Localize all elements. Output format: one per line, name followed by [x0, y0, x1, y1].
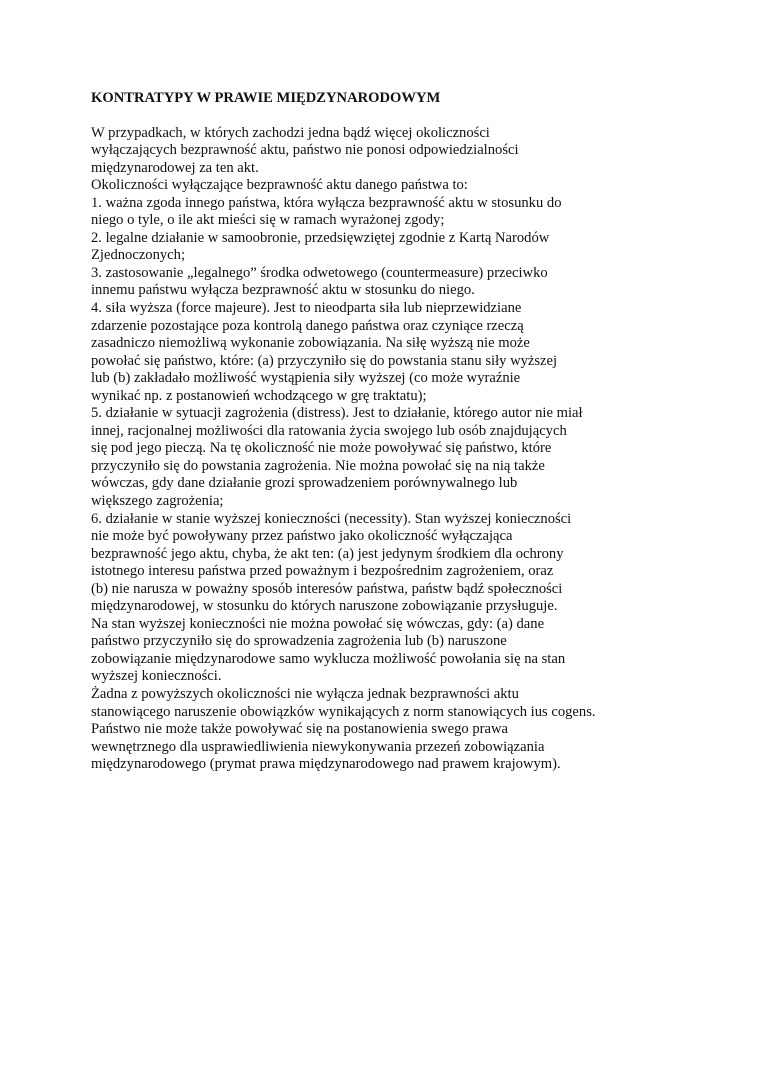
text-line: państwo przyczyniło się do sprowadzenia zagrożenia lub (b) naruszone	[91, 633, 507, 650]
text-line: międzynarodowego (prymat prawa międzynarodowego nad prawem krajowym).	[91, 756, 561, 773]
text-line: Państwo nie może także powoływać się na postanowienia swego prawa	[91, 721, 509, 738]
text-line: 6. działanie w stanie wyższej konieczności (necessity). Stan wyższej konieczności	[91, 510, 572, 527]
text-line: wówczas, gdy dane działanie grozi sprowadzeniem porównywalnego lub	[91, 475, 518, 492]
text-line: Zjednoczonych;	[91, 247, 186, 264]
text-line: Na stan wyższej konieczności nie można powołać się wówczas, gdy: (a) dane	[91, 615, 545, 632]
text-line: powołać się państwo, które: (a) przyczyniło się do powstania stanu siły wyższej	[91, 352, 558, 369]
text-line: niego o tyle, o ile akt mieści się w ramach wyrażonej zgody;	[91, 212, 445, 229]
text-line: przyczyniło się do powstania zagrożenia. Nie można powołać się na nią także	[91, 457, 545, 474]
text-line: zdarzenie pozostające poza kontrolą danego państwa oraz czyniące rzeczą	[91, 317, 524, 334]
text-line: bezprawność jego aktu, chyba, że akt ten: (a) jest jedynym środkiem dla ochrony	[91, 545, 564, 562]
document-title: KONTRATYPY W PRAWIE MIĘDZYNARODOWYM	[91, 90, 441, 106]
text-line: 2. legalne działanie w samoobronie, przedsięwziętej zgodnie z Kartą Narodów	[91, 229, 550, 246]
document-body	[91, 90, 731, 774]
text-line: wyższej konieczności.	[91, 668, 222, 685]
text-line: zasadniczo niemożliwą wykonanie zobowiązania. Na siłę wyższą nie może	[91, 335, 530, 352]
text-line: międzynarodowej, w stosunku do których naruszone zobowiązanie przysługuje.	[91, 598, 558, 615]
text-line: się pod jego pieczą. Na tę okoliczność nie może powoływać się państwo, które	[91, 440, 552, 457]
text-line: stanowiącego naruszenie obowiązków wynikających z norm stanowiących ius cogens.	[91, 703, 596, 720]
text-line: wyłączających bezprawność aktu, państwo nie ponosi odpowiedzialności	[91, 142, 519, 159]
text-line: W przypadkach, w których zachodzi jedna bądź więcej okoliczności	[91, 124, 490, 141]
text-line: Żadna z powyższych okoliczności nie wyłącza jednak bezprawności aktu	[91, 686, 519, 702]
text-line: większego zagrożenia;	[91, 492, 224, 509]
text-line: wynikać np. z postanowień wchodzącego w grę traktatu);	[91, 387, 427, 404]
text-line: nie może być powoływany przez państwo jako okoliczność wyłączająca	[91, 528, 513, 545]
text-line: wewnętrznego dla usprawiedliwienia niewykonywania przezeń zobowiązania	[91, 738, 545, 755]
text-line: 1. ważna zgoda innego państwa, która wyłącza bezprawność aktu w stosunku do	[91, 194, 562, 211]
text-line: 3. zastosowanie „legalnego” środka odwetowego (countermeasure) przeciwko	[91, 264, 548, 281]
text-line: istotnego interesu państwa przed poważnym i bezpośrednim zagrożeniem, oraz	[91, 563, 554, 580]
text-line: zobowiązanie międzynarodowe samo wyklucza możliwość powołania się na stan	[91, 650, 566, 667]
text-line: 5. działanie w sytuacji zagrożenia (distress). Jest to działanie, którego autor nie miał	[91, 405, 583, 422]
text-line: międzynarodowej za ten akt.	[91, 159, 259, 176]
text-line: Okoliczności wyłączające bezprawność aktu danego państwa to:	[91, 177, 468, 194]
text-line: lub (b) zakładało możliwość wystąpienia siły wyższej (co może wyraźnie	[91, 370, 521, 387]
text-line: (b) nie narusza w poważny sposób interesów państwa, państw bądź społeczności	[91, 580, 563, 597]
document-text	[91, 125, 731, 774]
text-line: innemu państwu wyłącza bezprawność aktu w stosunku do niego.	[91, 282, 475, 299]
text-line: 4. siła wyższa (force majeure). Jest to nieodparta siła lub nieprzewidziane	[91, 299, 522, 316]
text-line: innej, racjonalnej możliwości dla ratowania życia swojego lub osób znajdujących	[91, 422, 567, 439]
